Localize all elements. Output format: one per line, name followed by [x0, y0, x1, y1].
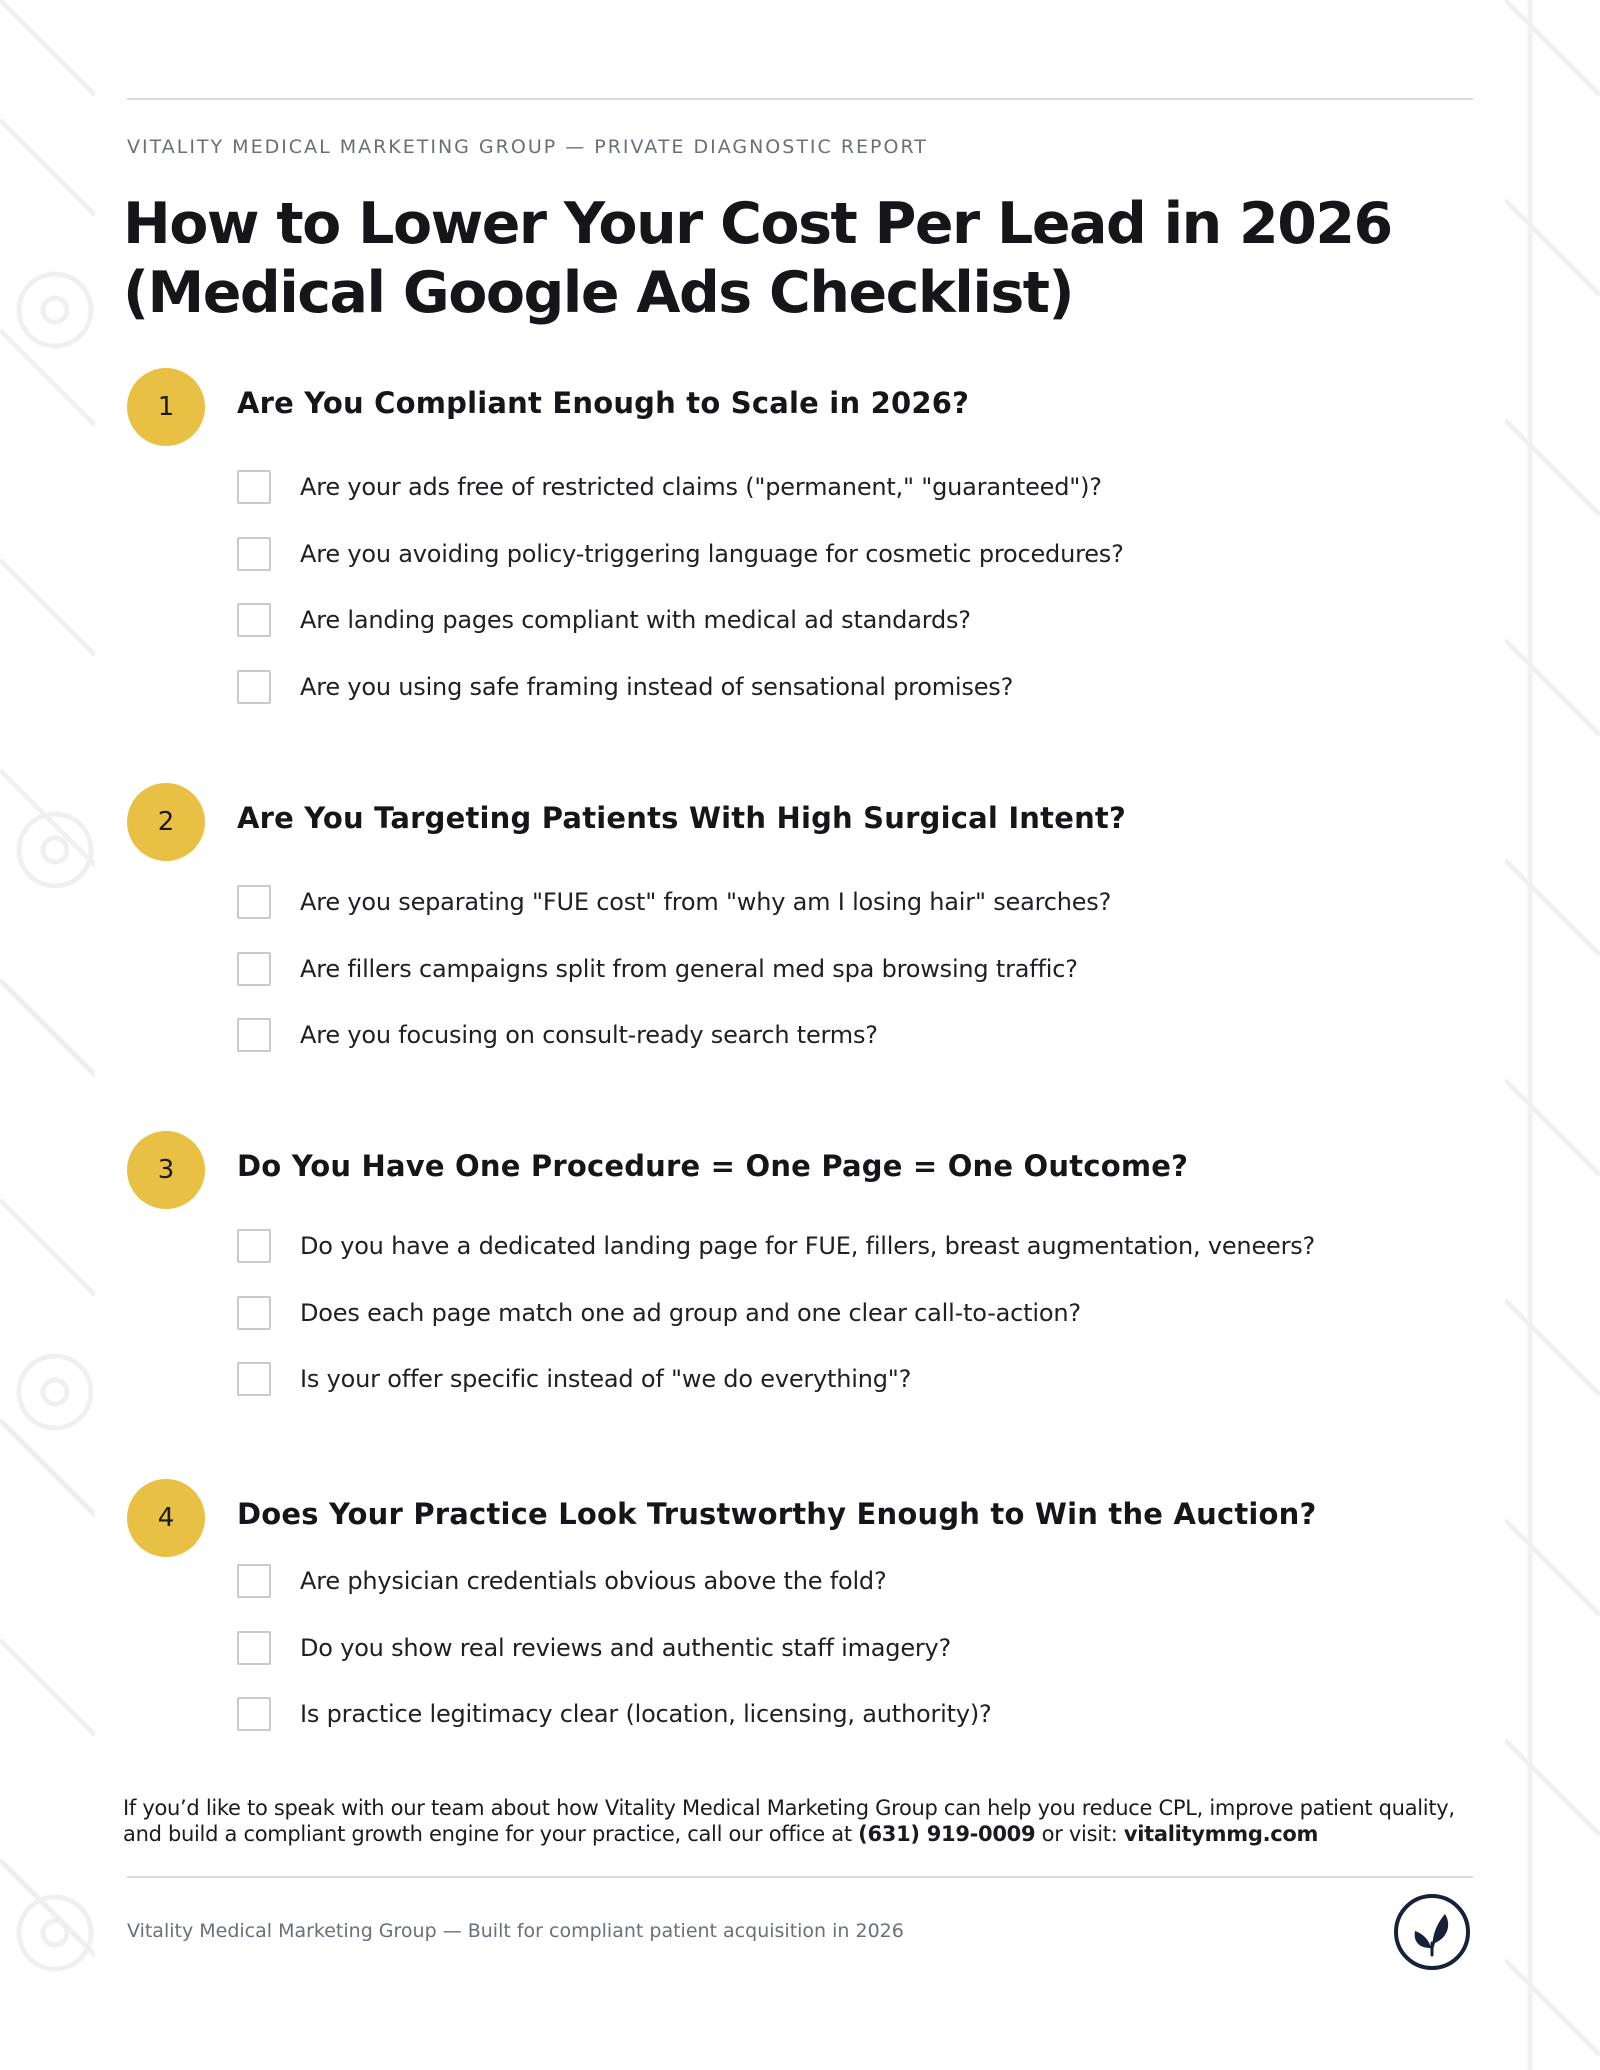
checkbox[interactable]	[237, 1362, 271, 1396]
cta-line-2-text: and build a compliant growth engine for your practice, call our office at	[123, 1822, 859, 1846]
checkbox[interactable]	[237, 1018, 271, 1052]
checklist-item	[237, 454, 1124, 521]
top-divider	[127, 98, 1473, 100]
checklist-item	[237, 936, 1111, 1003]
section-number-badge: 2	[127, 783, 205, 861]
page-title	[123, 190, 1463, 328]
report-eyebrow: VITALITY MEDICAL MARKETING GROUP — PRIVATE DIAGNOSTIC REPORT	[127, 136, 928, 158]
checkbox[interactable]	[237, 885, 271, 919]
checkbox[interactable]	[237, 537, 271, 571]
section-title: Are You Compliant Enough to Scale in 2026?	[237, 386, 970, 420]
checklist	[237, 869, 1111, 1069]
checkbox[interactable]	[237, 1296, 271, 1330]
section-title: Are You Targeting Patients With High Surgical Intent?	[237, 801, 1127, 835]
checklist-item	[237, 1681, 992, 1748]
checkbox[interactable]	[237, 1229, 271, 1263]
report-page	[95, 0, 1505, 2070]
checklist-item	[237, 869, 1111, 936]
checklist-item-text: Do you show real reviews and authentic staff imagery?	[300, 1633, 952, 1662]
checklist	[237, 1213, 1315, 1413]
checklist-item-text: Are you separating "FUE cost" from "why am I losing hair" searches?	[300, 888, 1112, 917]
checkbox[interactable]	[237, 1631, 271, 1665]
checklist-item-text: Are you using safe framing instead of sensational promises?	[300, 672, 1014, 701]
cta-visit-text: or visit:	[1035, 1822, 1124, 1846]
cta-line-2	[123, 1821, 1483, 1847]
checklist-item	[237, 587, 1124, 654]
checklist	[237, 1548, 992, 1748]
checklist-item-text: Is practice legitimacy clear (location, licensing, authority)?	[300, 1700, 992, 1729]
checklist-item-text: Are you focusing on consult-ready search terms?	[300, 1021, 878, 1050]
checklist	[237, 454, 1124, 720]
checkbox[interactable]	[237, 603, 271, 637]
checklist-item-text: Does each page match one ad group and one clear call-to-action?	[300, 1298, 1081, 1327]
cta-line-1: If you’d like to speak with our team about how Vitality Medical Marketing Group can help you reduce CPL, improve patient quality,	[123, 1796, 1455, 1820]
checklist-item	[237, 521, 1124, 588]
checklist-item-text: Are fillers campaigns split from general med spa browsing traffic?	[300, 954, 1078, 983]
title-line-1: How to Lower Your Cost Per Lead in 2026	[123, 191, 1392, 257]
checklist-item-text: Are you avoiding policy-triggering language for cosmetic procedures?	[300, 539, 1124, 568]
footer-text: Vitality Medical Marketing Group — Built for compliant patient acquisition in 2026	[127, 1920, 904, 1942]
section-number-badge: 1	[127, 368, 205, 446]
checklist-item-text: Are your ads free of restricted claims ("permanent," "guaranteed")?	[300, 473, 1102, 502]
checklist-item-text: Do you have a dedicated landing page for FUE, fillers, breast augmentation, veneers?	[300, 1232, 1316, 1261]
checklist-item-text: Is your offer specific instead of "we do everything"?	[300, 1365, 912, 1394]
checklist-item-text: Are landing pages compliant with medical ad standards?	[300, 606, 971, 635]
checkbox[interactable]	[237, 1697, 271, 1731]
checklist-item	[237, 654, 1124, 721]
checklist-item	[237, 1346, 1315, 1413]
checklist-item	[237, 1615, 992, 1682]
checkbox[interactable]	[237, 952, 271, 986]
checklist-item	[237, 1002, 1111, 1069]
checklist-item	[237, 1280, 1315, 1347]
section-title: Does Your Practice Look Trustworthy Enough to Win the Auction?	[237, 1497, 1317, 1531]
section-title: Do You Have One Procedure = One Page = One Outcome?	[237, 1149, 1189, 1183]
contact-call-to-action	[123, 1795, 1483, 1847]
section-number-badge: 3	[127, 1131, 205, 1209]
checkbox[interactable]	[237, 470, 271, 504]
phone-number: (631) 919-0009	[858, 1822, 1036, 1846]
title-line-2: (Medical Google Ads Checklist)	[123, 260, 1074, 326]
section-number-badge: 4	[127, 1479, 205, 1557]
checklist-item	[237, 1213, 1315, 1280]
checklist-item	[237, 1548, 992, 1615]
leaf-icon	[1393, 1893, 1471, 1971]
checklist-item-text: Are physician credentials obvious above the fold?	[300, 1567, 887, 1596]
website-link[interactable]: vitalitymmg.com	[1123, 1822, 1319, 1846]
bottom-divider	[127, 1876, 1473, 1878]
checkbox[interactable]	[237, 1564, 271, 1598]
checkbox[interactable]	[237, 670, 271, 704]
